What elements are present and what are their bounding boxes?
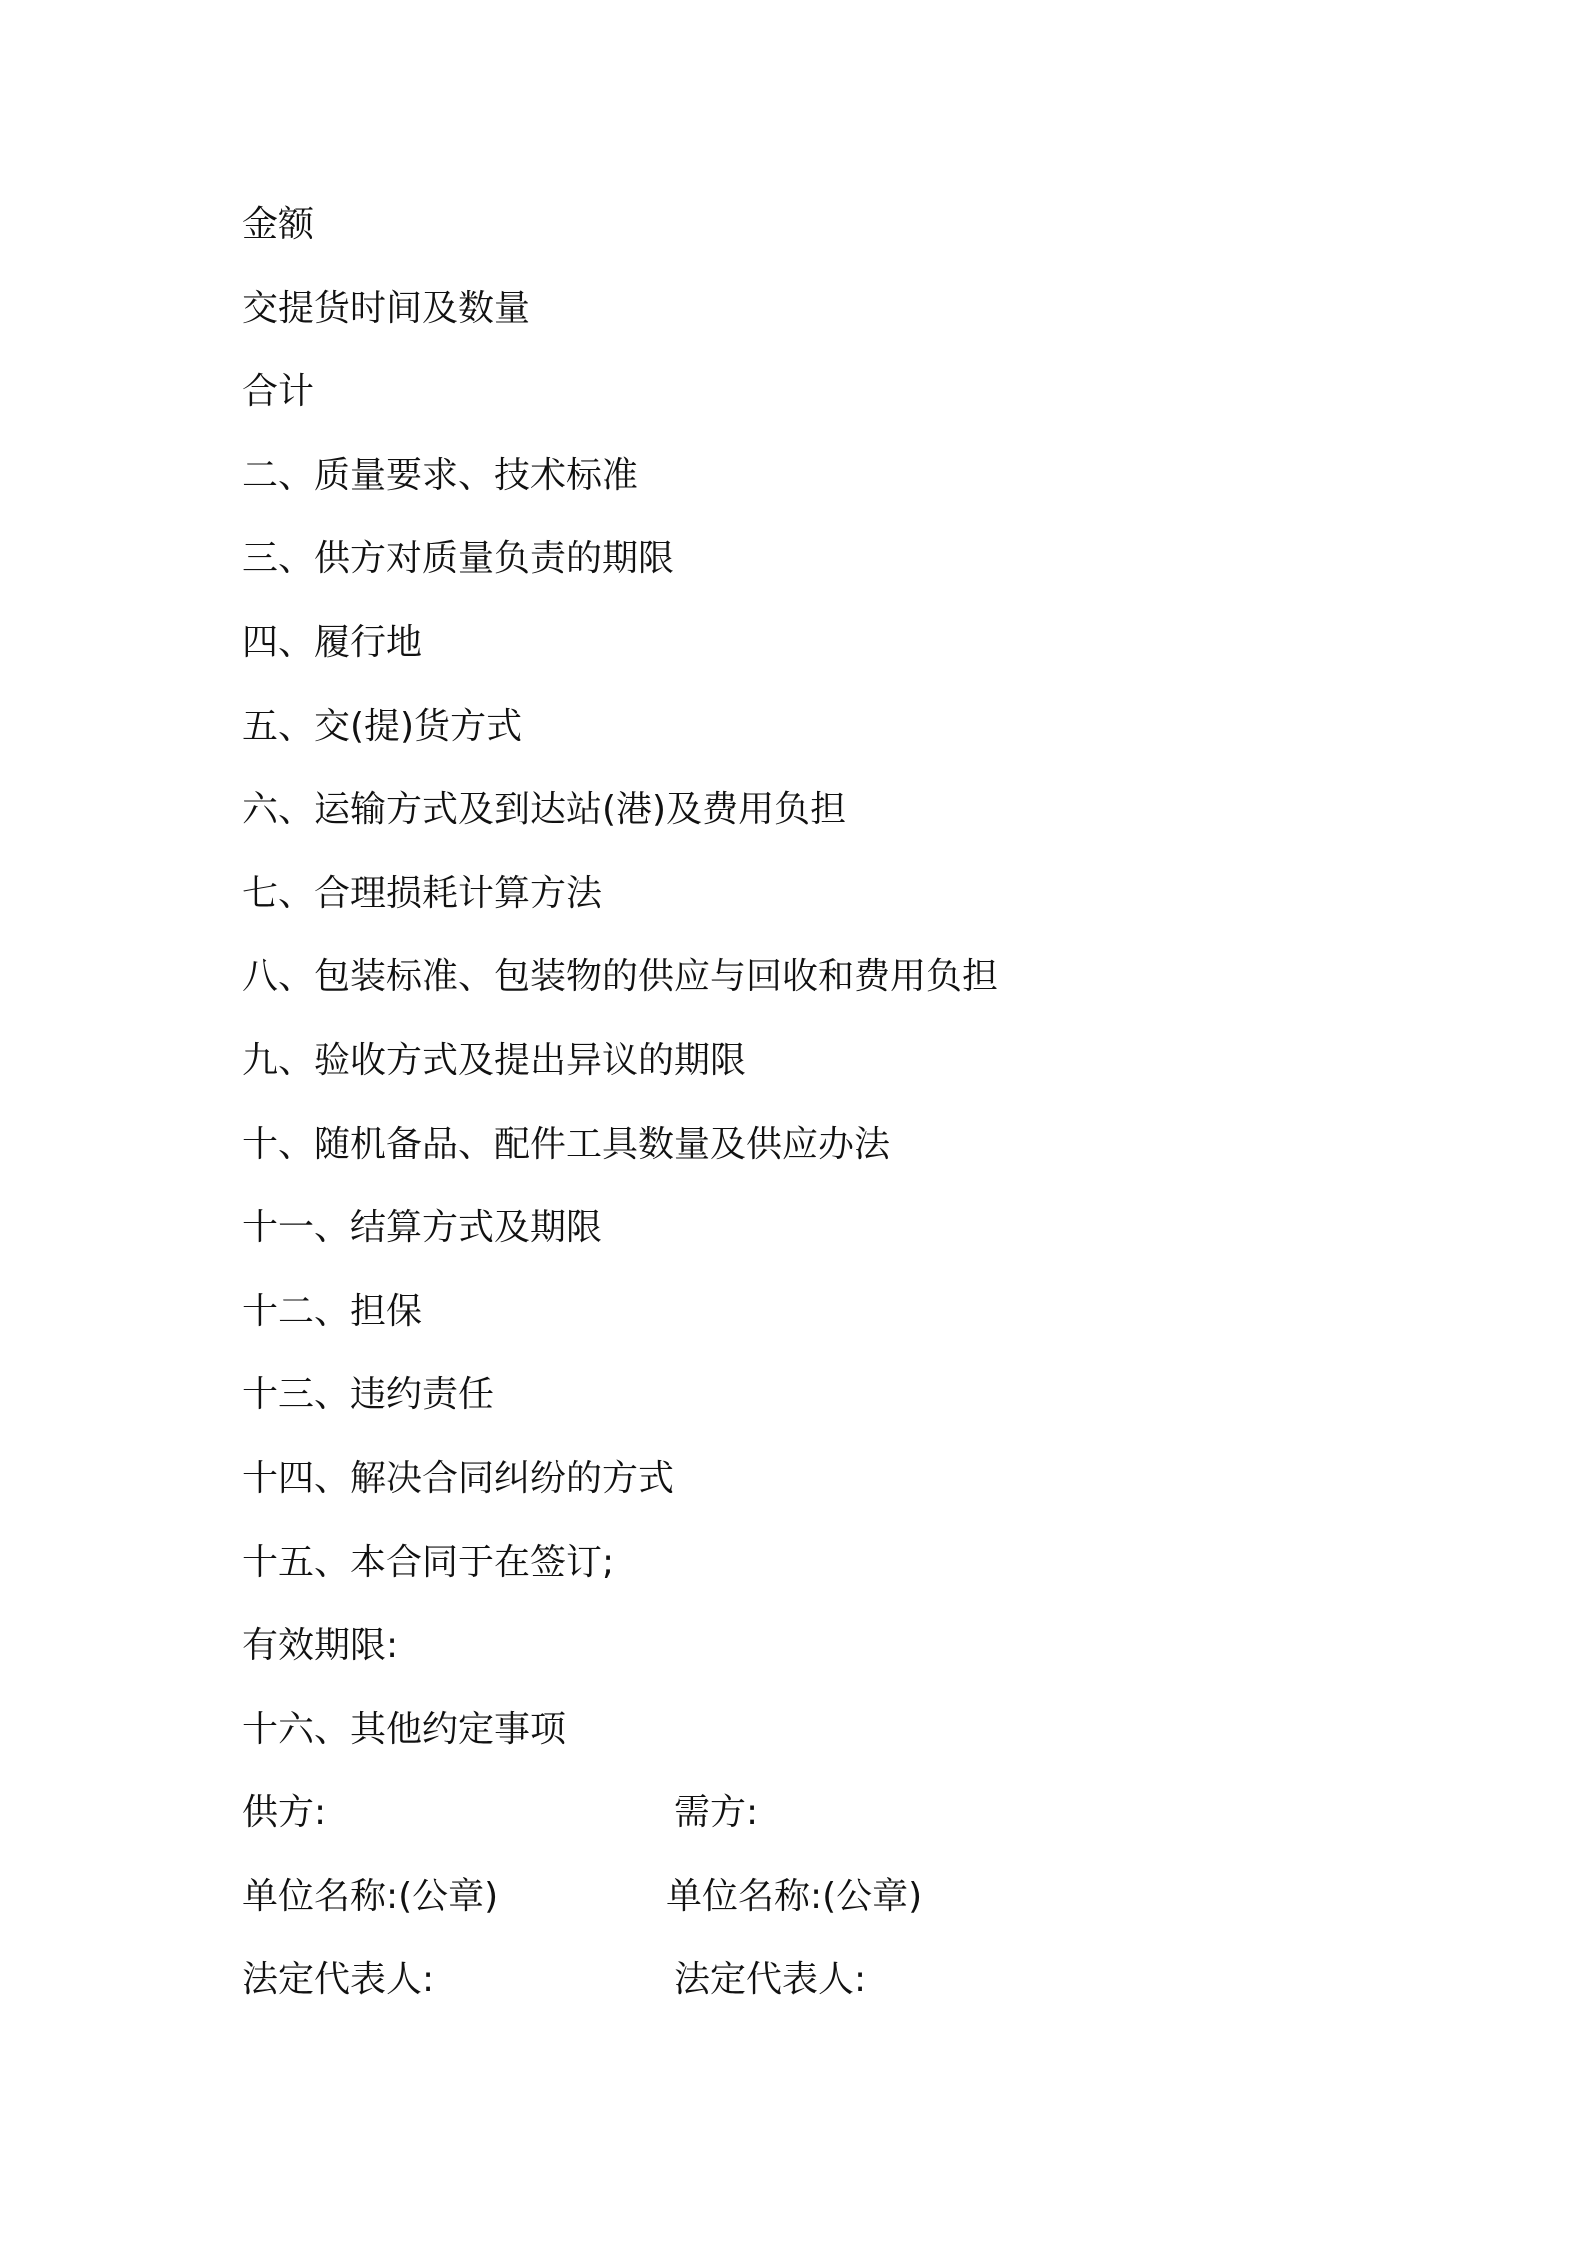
buyer-legal-rep: 法定代表人:: [674, 1959, 867, 2001]
clause-13: 十三、违约责任: [242, 1374, 495, 1416]
amount-line: 金额: [242, 204, 315, 245]
clause-3: 三、供方对质量负责的期限: [242, 538, 675, 580]
unit-name-row: [242, 1872, 1442, 1956]
buyer-unit-name: 单位名称:(公章): [666, 1875, 923, 1917]
clause-14: 十四、解决合同纠纷的方式: [242, 1457, 675, 1499]
party-label-row: [242, 1788, 1442, 1872]
clause-2: 二、质量要求、技术标准: [242, 454, 639, 496]
clause-5: 五、交(提)货方式: [242, 705, 523, 747]
clause-11: 十一、结算方式及期限: [242, 1207, 603, 1249]
clause-4: 四、履行地: [242, 621, 423, 663]
buyer-label: 需方:: [674, 1792, 759, 1834]
clause-12: 十二、担保: [242, 1290, 423, 1332]
legal-rep-row: [242, 1955, 1442, 2039]
total-line: 合计: [242, 371, 315, 413]
clause-10: 十、随机备品、配件工具数量及供应办法: [242, 1123, 891, 1165]
clause-9: 九、验收方式及提出异议的期限: [242, 1039, 747, 1081]
supplier-label: 供方:: [242, 1792, 327, 1834]
clause-6: 六、运输方式及到达站(港)及费用负担: [242, 789, 847, 831]
supplier-legal-rep: 法定代表人:: [242, 1959, 435, 2001]
clause-16: 十六、其他约定事项: [242, 1708, 567, 1750]
validity-period-line: 有效期限:: [242, 1625, 399, 1667]
supplier-unit-name: 单位名称:(公章): [242, 1875, 499, 1917]
contract-clauses: [242, 200, 1442, 2039]
delivery-time-quantity-line: 交提货时间及数量: [242, 287, 531, 329]
clause-7: 七、合理损耗计算方法: [242, 872, 603, 914]
clause-15: 十五、本合同于在签订;: [242, 1541, 615, 1583]
clause-8: 八、包装标准、包装物的供应与回收和费用负担: [242, 956, 999, 998]
